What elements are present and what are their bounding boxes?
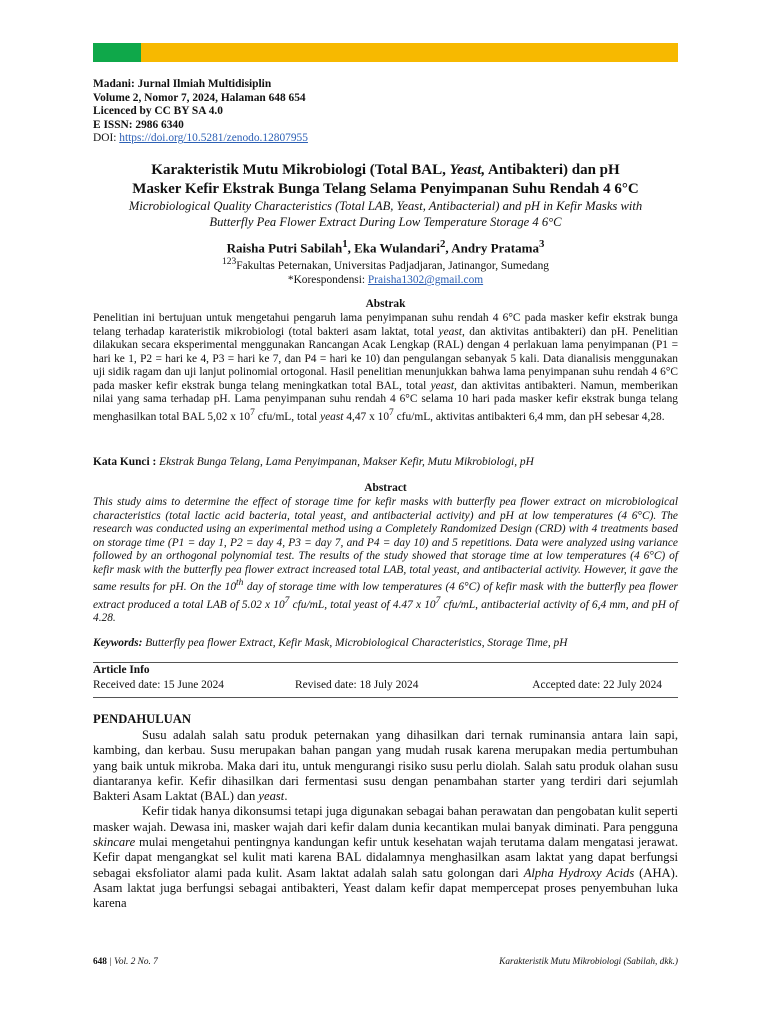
journal-licence: Licenced by CC BY SA 4.0 [93, 105, 223, 118]
author-3: , Andry Pratama [445, 240, 539, 256]
footer-separator: | [106, 957, 115, 967]
abstrak-t5: 4,47 x 10 [343, 410, 390, 423]
intro-p2-em2: Alpha Hydroxy Acids [523, 865, 635, 880]
author-2: , Eka Wulandari [347, 240, 440, 256]
intro-p2-b: mulai mengetahui pentingnya kandungan kefir untuk kesehatan wajah terutama dalam mengatasi jerawat. Kefir dapat mengangkat sel kulit mati karena BAL didalamnya menghasilkan asam laktat yang dapat berfungsi sebagai eksfoliator alami pada kulit. Asam laktat adalah salah satu golongan dari [93, 835, 678, 880]
abstrak-t1-em: yeast [438, 325, 462, 338]
article-info-rule-bottom [93, 697, 678, 698]
abstrak-text [93, 312, 678, 424]
journal-name: Madani: Jurnal Ilmiah Multidisiplin [93, 78, 272, 90]
footer-page-number: 648 [93, 957, 107, 967]
affiliation-text: Fakultas Peternakan, Universitas Padjadjaran, Jatinangor, Sumedang [236, 259, 549, 272]
intro-paragraph-1 [93, 728, 678, 804]
footer-running-title: Karakteristik Mutu Mikrobiologi (Sabilah, dkk.) [499, 957, 678, 967]
title-line-1 [93, 161, 678, 180]
journal-volume: Volume 2, Nomor 7, 2024, Halaman 648 654 [93, 91, 306, 104]
doi-link[interactable]: https://doi.org/10.5281/zenodo.12807955 [119, 132, 308, 145]
abstrak-t3: dan aktivitas antibakteri. Namun, memberikan nilai yang sama terhadap pH. Lama penyimpanan suhu rendah 4 6°C selama 10 hari pada masker kefir ekstrak bunga telang menghasilkan total BAL 5,02 x 10 [93, 379, 678, 423]
header-color-bar [93, 43, 678, 62]
kata-kunci [93, 456, 678, 468]
kata-kunci-text: Ekstrak Bunga Telang, Lama Penyimpanan, Makser Kefir, Mutu Mikrobiologi, pH [159, 456, 534, 468]
abstract-text [93, 496, 678, 626]
article-info-rule-top [93, 662, 678, 663]
intro-p1-b: . [284, 789, 288, 804]
journal-issn: E ISSN: 2986 6340 [93, 118, 184, 131]
intro-p2-c: (AHA). Asam laktat juga berfungsi sebagai antibakteri, Yeast dalam kefir dapat mempercepat proses penyembuhan luka karena [93, 865, 678, 911]
abstract-t2: day of storage time with low temperatures (4 6°C) of kefir mask with the butterfly pea flower extract produced a total LAB of 5.02 x 10 [93, 581, 678, 611]
correspondence-line [93, 273, 678, 288]
author-1: Raisha Putri Sabilah [226, 240, 343, 256]
title-text-a: Karakteristik Mutu Mikrobiologi (Total BAL, [151, 162, 450, 178]
section-heading-pendahuluan: PENDAHULUAN [93, 712, 191, 726]
keywords-label: Keywords: [93, 637, 146, 649]
correspondence-email-link[interactable]: Praisha1302@gmail.com [367, 274, 484, 287]
affiliation [93, 255, 678, 288]
intro-p1-em: yeast [258, 789, 285, 804]
author-list [93, 238, 678, 256]
abstrak-t2: , dan aktivitas antibakteri) dan pH. Penelitian dilakukan secara eksperimental menggunakan Rancangan Acak Lengkap (RAL) dengan 4 perlakuan lama penyimpanan (P1 = hari ke 1, P2 = hari ke 4, P3 = hari ke 7, dan P4 = hari ke 10) dan pengulangan sebanyak 5 kali. Data dianalisis menggunakan uji sidik ragam dan uji lanjut polinomial ortogonal. Hasil penelitian menunjukkan bahwa lama penyimpanan suhu rendah 4 6°C pada masker kefir ekstrak bunga telang meningkatkan total BAL, total [93, 325, 678, 392]
abstrak-heading: Abstrak [365, 298, 406, 310]
abstrak-t6: cfu/mL, aktivitas antibakteri 6,4 mm, dan pH sebesar 4,28. [393, 410, 665, 423]
correspondence-label: *Korespondensi: [287, 274, 368, 287]
intro-p2-a: Kefir tidak hanya dikonsumsi tetapi juga digunakan sebagai bahan perawatan dan pengobatan kulit seperti masker wajah. Dewasa ini, masker wajah dari kefir dalam dunia kecantikan mulai banyak diminati. Para pengguna [93, 804, 678, 834]
kata-kunci-label: Kata Kunci : [93, 456, 160, 468]
footer-left [93, 957, 158, 967]
subtitle-line-1: Microbiological Quality Characteristics (Total LAB, Yeast, Antibacterial) and pH in Kefir Masks with [128, 199, 643, 213]
abstrak-t2-em: yeast, [430, 379, 457, 392]
abstract-t1-sup: th [236, 578, 244, 589]
article-info-heading: Article Info [93, 664, 150, 676]
intro-paragraph-2 [93, 804, 678, 911]
abstract-t4: cfu/mL, antibacterial activity of 6,4 mm, and pH of 4.28. [93, 598, 679, 624]
author-1-sup: 1 [342, 238, 348, 250]
abstrak-t5-sup: 7 [389, 407, 394, 418]
keywords [93, 637, 678, 649]
author-2-sup: 2 [440, 238, 446, 250]
intro-p2-em1: skincare [93, 835, 136, 850]
abstract-t2-sup: 7 [284, 595, 290, 606]
title-text-em: Yeast, [449, 162, 486, 178]
title-line-2: Masker Kefir Ekstrak Bunga Telang Selama Penyimpanan Suhu Rendah 4 6°C [132, 181, 639, 197]
paper-title [93, 161, 678, 199]
intro-body [93, 728, 678, 912]
abstract-heading: Abstract [364, 482, 407, 494]
abstract-t1: This study aims to determine the effect of storage time for kefir masks with butterfly pea flower extract on microbiological characteristics (total lactic acid bacteria, total yeast, and antibacterial activity) and pH at low temperatures (4 6°C). The research was conducted using an experimental method using a Completely Randomized Design (CRD) with 4 treatments based on storage time (P1 = day 1, P2 = day 4, P3 = day 7, and P4 = day 10) and 5 repetitions. Data were analyzed using variance followed by an orthogonal polynomial test. The results of the study showed that storage time at low temperatures (4 6°C) of kefir mask with the butterfly pea flower extract increased total LAB, total yeast, and antibacterial activity. However, it gave the same results for pH. On the 10 [93, 496, 678, 594]
author-3-sup: 3 [538, 238, 545, 250]
abstrak-t4: cfu/mL, total [254, 410, 321, 423]
abstrak-t3-sup: 7 [250, 407, 255, 418]
paper-subtitle-english [93, 199, 678, 230]
accepted-date: Accepted date: 22 July 2024 [532, 679, 662, 691]
intro-p1-a: Susu adalah salah satu produk peternakan yang dihasilkan dari ternak ruminansia antara lain sapi, kambing, dan kerbau. Susu merupakan bahan pangan yang mudah rusak karena merupakan media pertumbuhan yang baik untuk mikroba. Maka dari itu, untuk mengurangi risiko susu perlu diolah. Salah satu produk olahan susu diantaranya kefir. Kefir dihasilkan dari fermentasi susu dengan penambahan starter yang terdiri dari sejumlah Bakteri Asam Laktat (BAL) dan [93, 728, 678, 804]
abstrak-t1: Penelitian ini bertujuan untuk mengetahui pengaruh lama penyimpanan suhu rendah 4 6°C pada masker kefir ekstrak bunga telang terhadap karateristik mikrobiologi (total bakteri asam laktat, total [93, 312, 678, 338]
abstract-t3-sup: 7 [435, 595, 441, 606]
affiliation-sup: 123 [222, 257, 237, 267]
abstract-t3: cfu/mL, total yeast of 4.47 x 10 [289, 598, 436, 611]
affiliation-line [93, 255, 678, 273]
revised-date: Revised date: 18 July 2024 [295, 679, 419, 691]
title-text-b: Antibakteri) dan pH [485, 162, 620, 178]
subtitle-line-2: Butterfly Pea Flower Extract During Low Temperature Storage 4 6°C [209, 214, 562, 229]
footer-volume: Vol. 2 No. 7 [114, 957, 158, 967]
abstrak-t4-em: yeast [320, 410, 344, 423]
keywords-text: Butterfly pea flower Extract, Kefir Mask, Microbiological Characteristics, Storage Time, pH [145, 637, 568, 649]
received-date: Received date: 15 June 2024 [93, 679, 224, 691]
journal-meta [93, 78, 308, 146]
doi-label: DOI: [93, 132, 120, 145]
header-color-bar-green [93, 43, 141, 62]
journal-doi [93, 132, 308, 146]
